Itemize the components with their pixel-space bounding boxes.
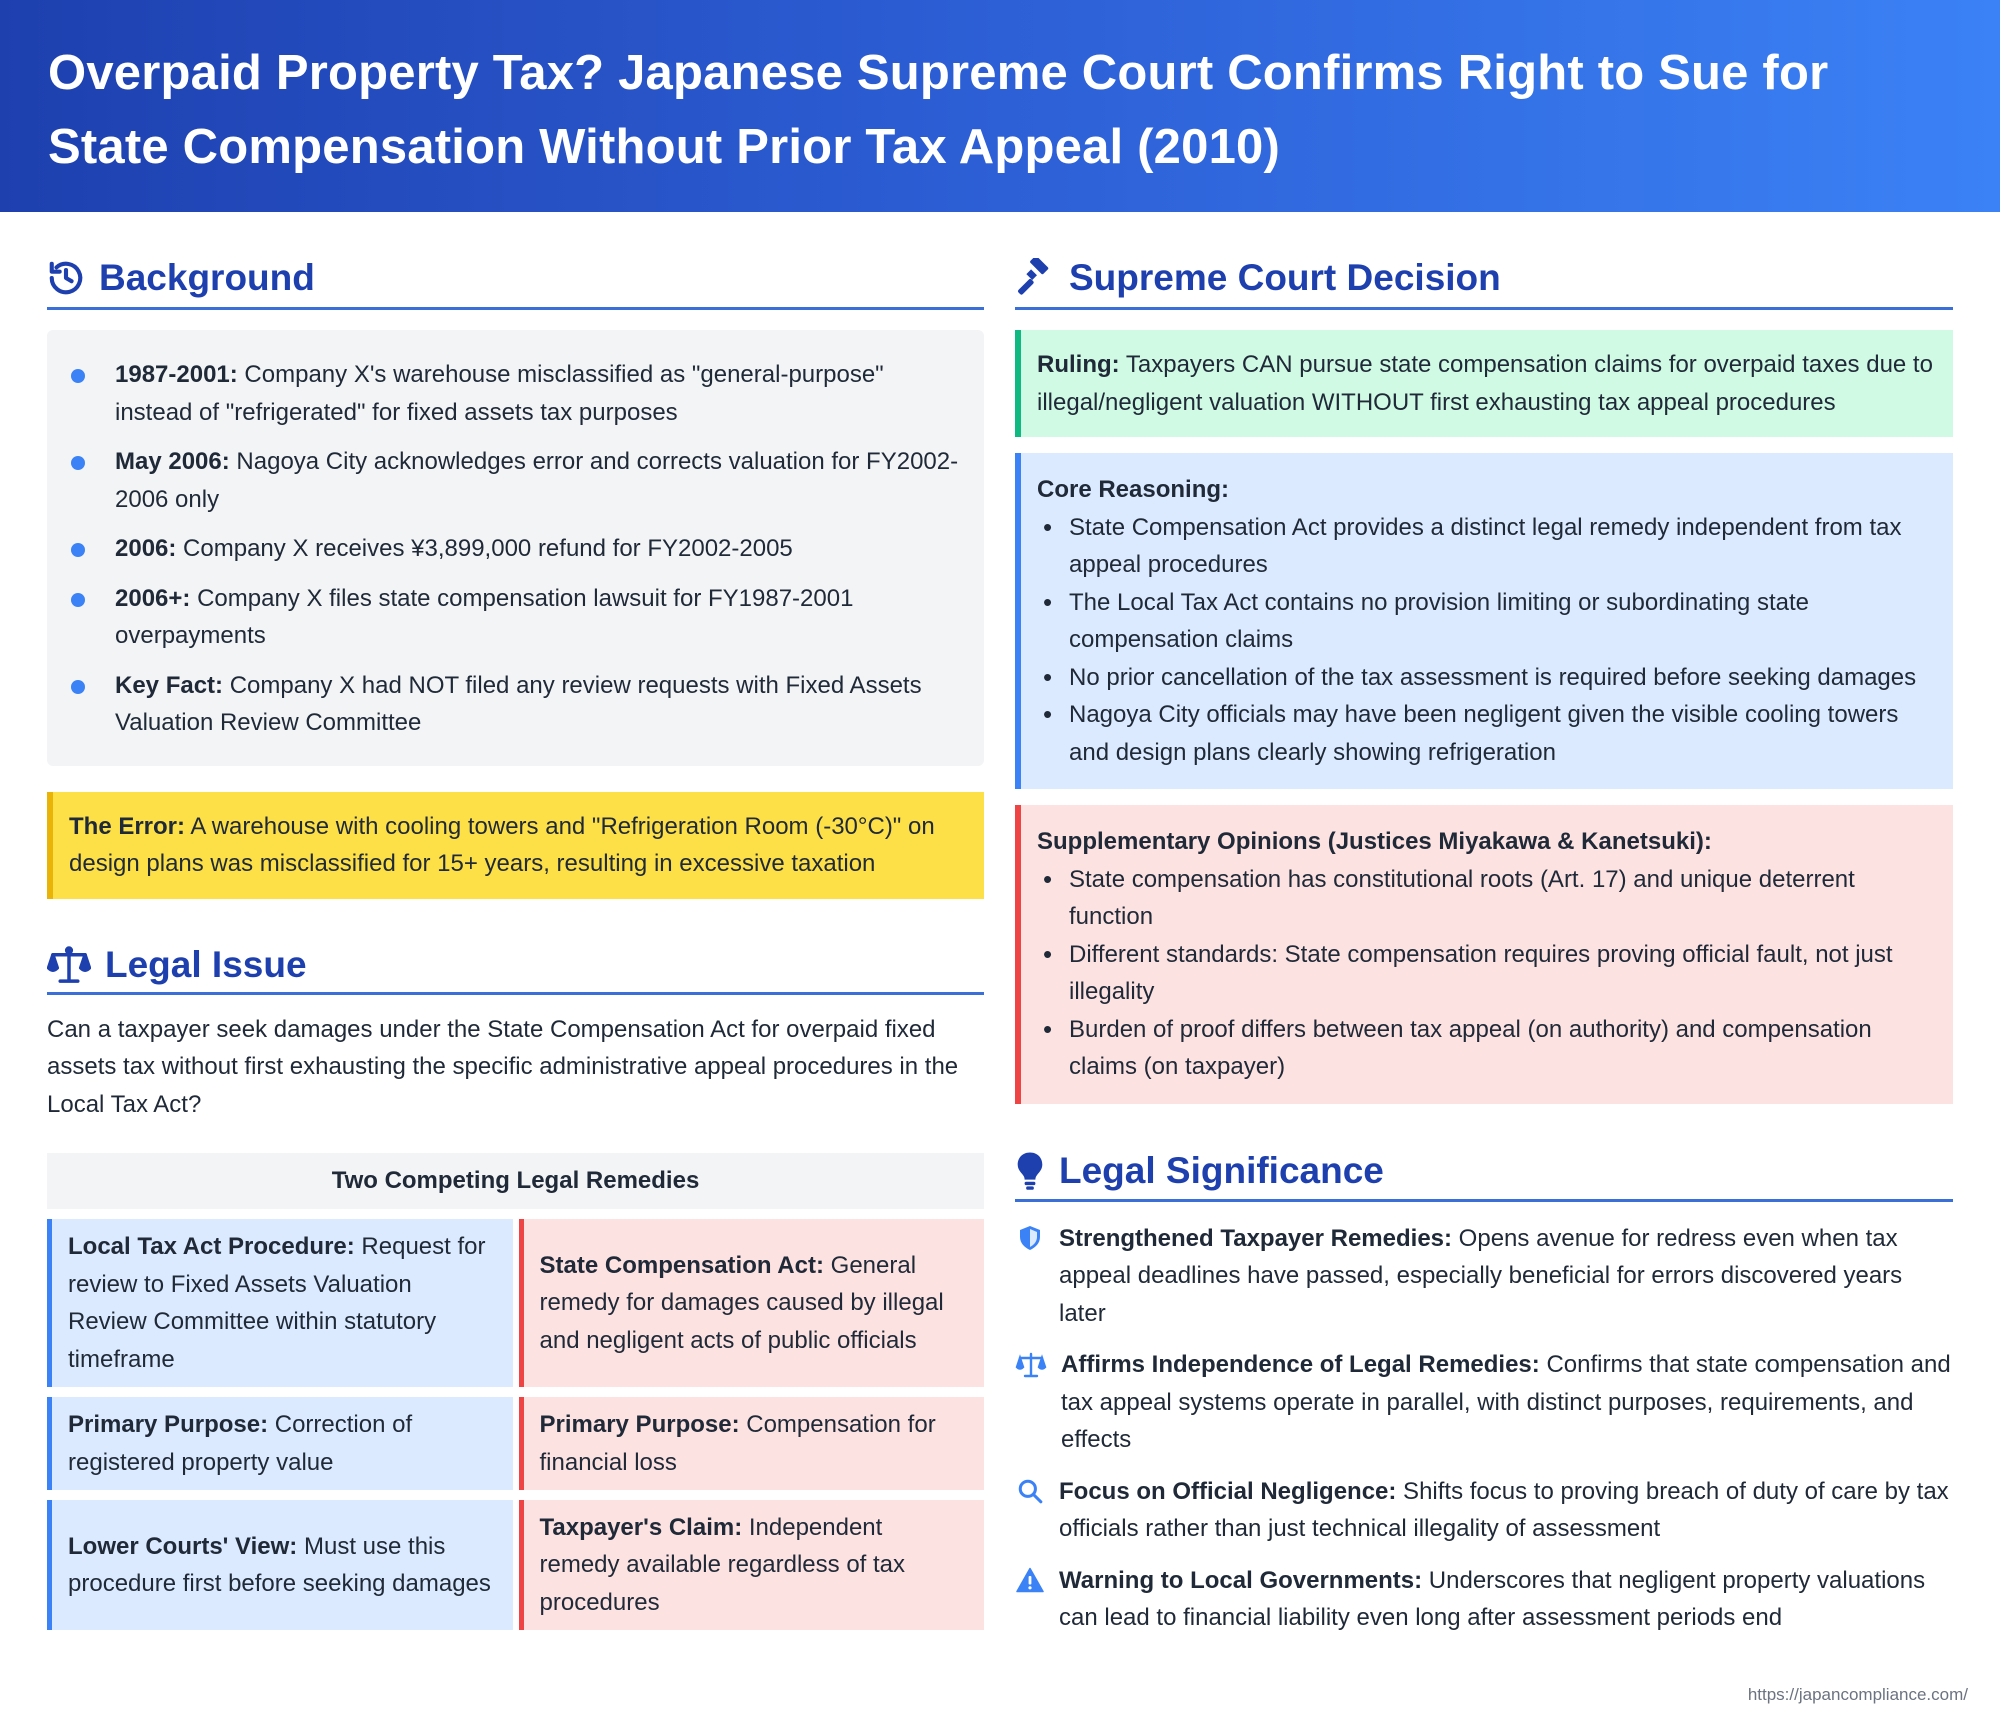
- cell-label: State Compensation Act:: [539, 1251, 824, 1279]
- list-item: • State Compensation Act provides a distinct legal remedy independent from tax appeal procedures: [1037, 509, 1933, 584]
- page-header: [0, 0, 2000, 212]
- significance-label: Warning to Local Governments:: [1059, 1566, 1423, 1594]
- significance-item: [1015, 1220, 1953, 1333]
- ruling-callout: [1015, 330, 1953, 437]
- significance-text: Shifts focus to proving breach of duty of care by tax officials rather than just technical illegality of assessment: [1059, 1477, 1949, 1542]
- cell-label: Taxpayer's Claim:: [539, 1513, 743, 1541]
- cell-text: General remedy for damages caused by illegal and negligent acts of public officials: [539, 1251, 944, 1354]
- bullet-dot: [71, 680, 85, 694]
- gavel-icon: [1015, 258, 1055, 298]
- left-column: [47, 212, 984, 1630]
- decision-heading: [1015, 212, 1953, 310]
- background-title: Background: [99, 256, 315, 298]
- remedies-row: [47, 1219, 984, 1387]
- cell-label: Lower Courts' View:: [68, 1532, 298, 1560]
- cell-text: Compensation for financial loss: [539, 1411, 936, 1476]
- background-heading: [47, 212, 984, 310]
- error-callout: [47, 792, 984, 899]
- remedies-table-title: Two Competing Legal Remedies: [47, 1153, 984, 1209]
- significance-heading: [1015, 1104, 1953, 1202]
- significance-item: [1015, 1562, 1953, 1637]
- significance-item: [1015, 1346, 1953, 1459]
- bullet-dot: [71, 593, 85, 607]
- timeline-item: [69, 530, 962, 568]
- supplementary-list: [1037, 861, 1933, 1086]
- timeline-label: 2006+:: [115, 584, 191, 612]
- timeline-text: Company X had NOT filed any review requests with Fixed Assets Valuation Review Committee: [115, 671, 922, 736]
- warning-icon: [1015, 1562, 1045, 1600]
- list-item: • State compensation has constitutional roots (Art. 17) and unique deterrent function: [1037, 861, 1933, 936]
- significance-list: [1015, 1220, 1953, 1637]
- history-icon: [47, 259, 85, 297]
- error-label: The Error:: [69, 812, 186, 840]
- timeline-label: 2006:: [115, 535, 177, 562]
- cell-text: Independent remedy available regardless of tax procedures: [539, 1513, 906, 1616]
- compensation-act-cell: [519, 1397, 985, 1490]
- compensation-act-cell: [519, 1219, 985, 1387]
- ruling-label: Ruling:: [1037, 351, 1120, 378]
- tax-procedure-cell: [47, 1500, 513, 1630]
- significance-text: Opens avenue for redress even when tax appeal deadlines have passed, especially beneficial for errors discovered years later: [1059, 1224, 1903, 1327]
- timeline-text: Nagoya City acknowledges error and corrects valuation for FY2002-2006 only: [115, 448, 959, 513]
- shield-icon: [1015, 1220, 1045, 1258]
- remedies-row: [47, 1397, 984, 1490]
- reasoning-heading: Core Reasoning:: [1037, 476, 1230, 503]
- bullet-dot: [71, 456, 85, 470]
- tax-procedure-cell: [47, 1397, 513, 1490]
- tax-procedure-cell: [47, 1219, 513, 1387]
- scale-icon: [1015, 1346, 1047, 1384]
- significance-title: Legal Significance: [1059, 1150, 1384, 1191]
- bullet-dot: [71, 369, 85, 383]
- scale-icon: [47, 946, 91, 984]
- list-item: • Burden of proof differs between tax appeal (on authority) and compensation claims (on taxpayer): [1037, 1011, 1933, 1086]
- supplementary-heading: Supplementary Opinions (Justices Miyakawa & Kanetsuki):: [1037, 828, 1712, 855]
- significance-label: Focus on Official Negligence:: [1059, 1477, 1397, 1505]
- timeline-item: [69, 356, 962, 431]
- compensation-act-cell: [519, 1500, 985, 1630]
- right-column: [1015, 212, 1953, 1637]
- footer-url: https://japancompliance.com/: [1747, 1685, 1968, 1704]
- timeline-box: [47, 330, 984, 766]
- list-item: • Nagoya City officials may have been negligent given the visible cooling towers and design plans clearly showing refrigeration: [1037, 696, 1933, 771]
- list-item: • The Local Tax Act contains no provision limiting or subordinating state compensation claims: [1037, 584, 1933, 659]
- timeline-label: 1987-2001:: [115, 361, 238, 388]
- timeline-text: Company X receives ¥3,899,000 refund for FY2002-2005: [176, 535, 793, 562]
- list-item: • No prior cancellation of the tax assessment is required before seeking damages: [1037, 659, 1933, 697]
- legal-issue-heading: [47, 899, 984, 995]
- list-item: • Different standards: State compensation requires proving official fault, not just illegality: [1037, 936, 1933, 1011]
- search-icon: [1015, 1473, 1045, 1511]
- cell-text: Must use this procedure first before seeking damages: [68, 1532, 491, 1597]
- bullet-dot: [71, 543, 85, 557]
- cell-label: Primary Purpose:: [539, 1411, 740, 1438]
- remedies-row: [47, 1500, 984, 1630]
- supplementary-opinions-box: [1015, 805, 1953, 1104]
- cell-text: Correction of registered property value: [68, 1411, 413, 1476]
- reasoning-list: [1037, 509, 1933, 772]
- significance-label: Affirms Independence of Legal Remedies:: [1061, 1351, 1540, 1378]
- ruling-text: Taxpayers CAN pursue state compensation claims for overpaid taxes due to illegal/negligent valuation WITHOUT first exhausting tax appeal procedures: [1037, 351, 1933, 416]
- legal-question: Can a taxpayer seek damages under the State Compensation Act for overpaid fixed assets tax without first exhausting the specific administrative appeal procedures in the Local Tax Act?: [47, 1015, 959, 1118]
- cell-text: Request for review to Fixed Assets Valuation Review Committee within statutory timeframe: [68, 1233, 486, 1373]
- timeline-text: Company X's warehouse misclassified as "general-purpose" instead of "refrigerated" for fixed assets tax purposes: [115, 361, 884, 426]
- cell-label: Primary Purpose:: [68, 1411, 269, 1438]
- timeline-text: Company X files state compensation lawsuit for FY1987-2001 overpayments: [115, 584, 854, 649]
- timeline-label: Key Fact:: [115, 671, 224, 699]
- lightbulb-icon: [1015, 1151, 1045, 1191]
- timeline-item: [69, 580, 962, 655]
- decision-title: Supreme Court Decision: [1069, 256, 1501, 298]
- significance-label: Strengthened Taxpayer Remedies:: [1059, 1224, 1453, 1252]
- core-reasoning-box: [1015, 453, 1953, 789]
- significance-text: Confirms that state compensation and tax appeal systems operate in parallel, with distinct purposes, requirements, and effects: [1061, 1351, 1951, 1453]
- cell-label: Local Tax Act Procedure:: [68, 1233, 355, 1260]
- page-title: Overpaid Property Tax? Japanese Supreme Court Confirms Right to Sue for State Compensation Without Prior Tax Appeal (2010): [48, 46, 1829, 174]
- timeline-item: [69, 667, 962, 742]
- timeline-item: [69, 443, 962, 518]
- legal-issue-title: Legal Issue: [105, 944, 307, 985]
- error-text: A warehouse with cooling towers and "Refrigeration Room (-30°C)" on design plans was misclassified for 15+ years, resulting in excessive taxation: [69, 812, 935, 877]
- significance-item: [1015, 1473, 1953, 1548]
- timeline-label: May 2006:: [115, 448, 230, 475]
- significance-text: Underscores that negligent property valuations can lead to financial liability even long after assessment periods end: [1059, 1566, 1926, 1631]
